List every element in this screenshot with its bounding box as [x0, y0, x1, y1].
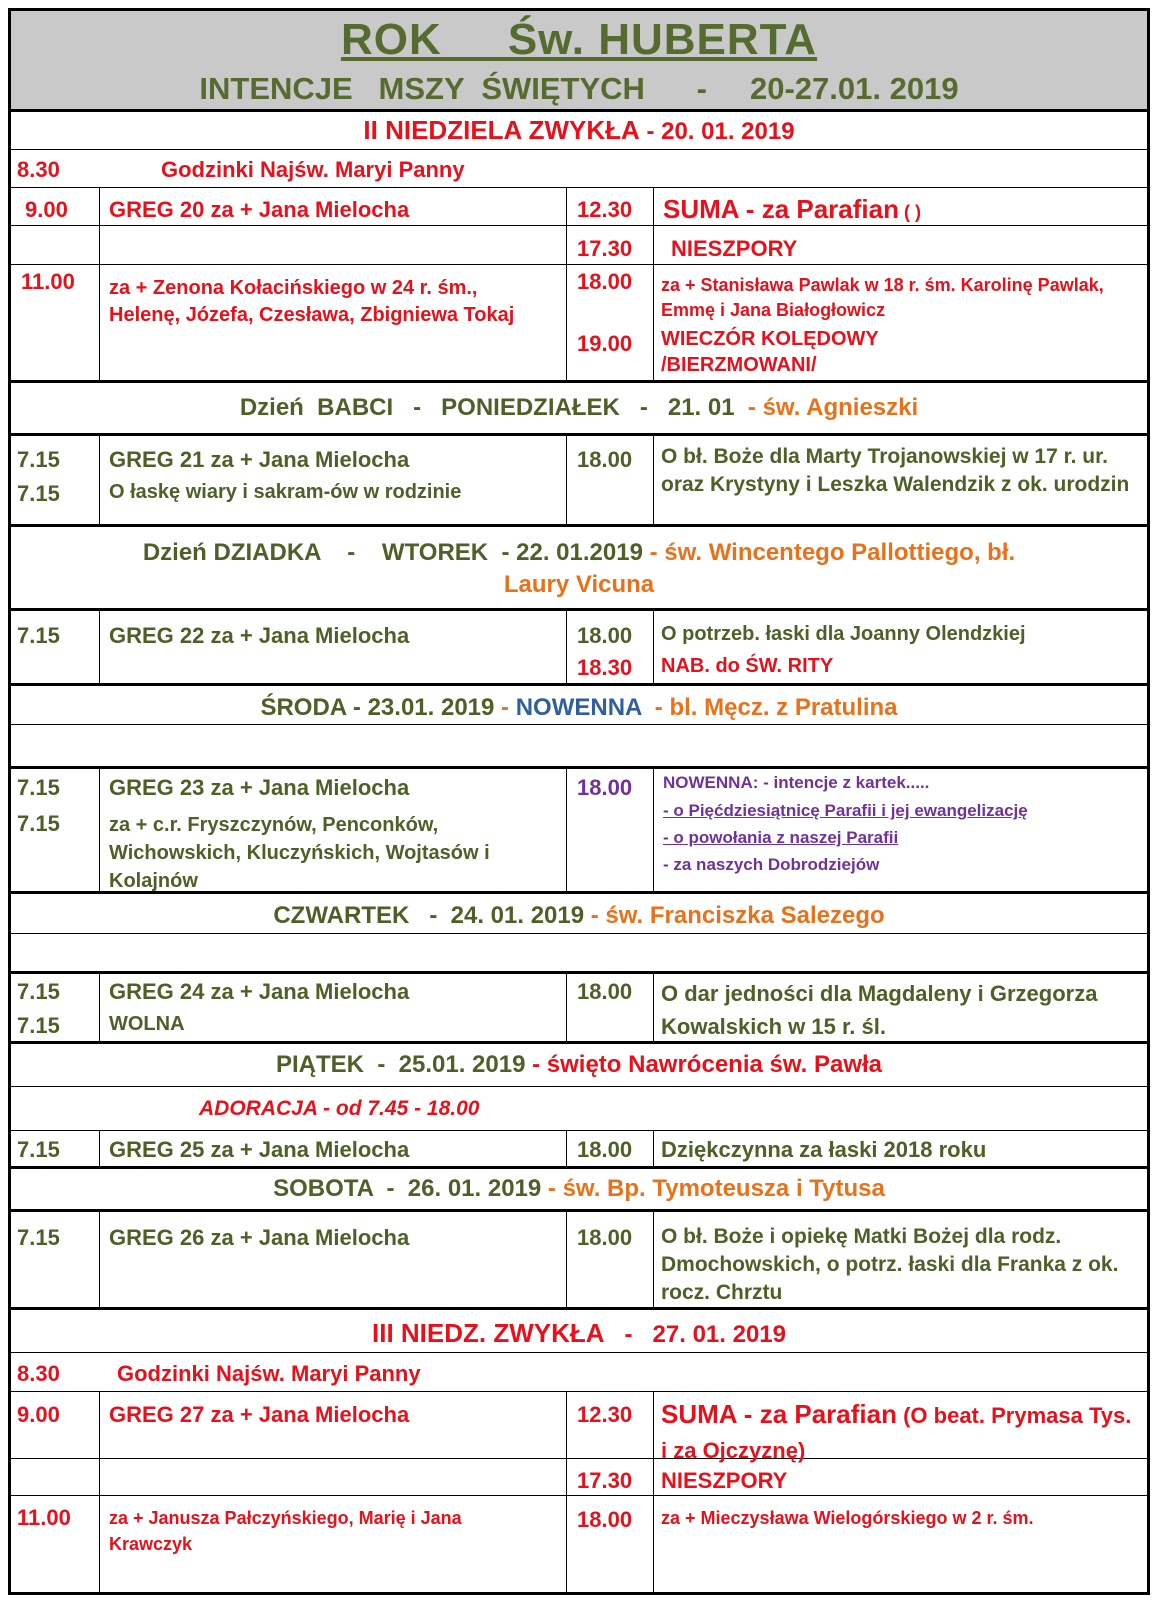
mass-intention: GREG 20 za + Jana Mielocha — [109, 197, 410, 222]
day-heading: ŚRODA - 23.01. 2019 - NOWENNA - bl. Męcz. z Pratulina — [260, 694, 898, 721]
day-heading: III NIEDZ. ZWYKŁA - 27. 01. 2019 — [372, 1318, 786, 1348]
mass-intention: GREG 23 za + Jana Mielocha — [109, 775, 410, 800]
divider — [566, 1212, 567, 1307]
mass-time: 18.00 — [577, 623, 633, 648]
day-heading — [11, 116, 1147, 146]
mass-time: 18.00 — [577, 1137, 633, 1162]
mass-time: 18.00 — [577, 1507, 633, 1532]
day-name: II NIEDZIELA ZWYKŁA — [363, 115, 640, 145]
header-banner — [11, 11, 1147, 109]
divider — [11, 1495, 1147, 1496]
novena-link[interactable]: - o powołania z naszej Parafii — [663, 828, 899, 847]
divider — [653, 974, 654, 1041]
divider — [99, 1391, 100, 1592]
adoration-note: ADORACJA - od 7.45 - 18.00 — [199, 1097, 480, 1120]
mass-intention: Dziękczynna za łaski 2018 roku — [661, 1137, 987, 1162]
divider — [11, 380, 1147, 383]
divider — [11, 524, 1147, 527]
mass-time: 7.15 — [17, 775, 60, 800]
divider — [566, 611, 567, 683]
mass-time: 7.15 — [17, 979, 60, 1004]
mass-time: 18.00 — [577, 1225, 633, 1250]
mass-time: 12.30 — [577, 1402, 633, 1427]
day-heading: Dzień BABCI - PONIEDZIAŁEK - 21. 01 - św. Agnieszki — [239, 394, 919, 421]
mass-intention: za + Zenona Kołacińskiego w 24 r. śm., Helenę, Józefa, Czesława, Zbigniewa Tokaj — [109, 277, 515, 326]
divider — [99, 1130, 100, 1166]
mass-intention: za + c.r. Fryszczynów, Penconków, Wichowskich, Kluczyńskich, Wojtasów i Kolajnów — [109, 814, 490, 892]
mass-time: 12.30 — [577, 197, 633, 222]
mass-time: 7.15 — [17, 811, 60, 836]
mass-time: 18.00 — [577, 447, 633, 472]
mass-intention: GREG 27 za + Jana Mielocha — [109, 1402, 410, 1427]
mass-time: 17.30 — [577, 236, 633, 261]
divider — [11, 933, 1147, 934]
mass-intention: Godzinki Najśw. Maryi Panny — [117, 1361, 421, 1386]
divider — [11, 1307, 1147, 1310]
mass-intention: WIECZÓR KOLĘDOWY /BIERZMOWANI/ — [661, 328, 879, 376]
mass-time: 18.30 — [577, 655, 633, 680]
novena-link[interactable]: - o Pięćdziesiątnicę Parafii i jej ewangelizację — [663, 801, 1028, 820]
mass-time: 7.15 — [17, 1013, 60, 1038]
mass-time: 7.15 — [17, 1137, 60, 1162]
divider — [653, 187, 654, 380]
divider — [11, 264, 1147, 265]
divider — [566, 436, 567, 524]
mass-time: 18.00 — [577, 269, 633, 294]
novena-header: NOWENNA: - intencje z kartek..... — [663, 773, 930, 792]
divider — [11, 1130, 1147, 1131]
mass-time: 19.00 — [577, 331, 633, 356]
divider — [99, 1212, 100, 1307]
divider — [653, 436, 654, 524]
mass-intention: NIESZPORY — [671, 236, 798, 261]
mass-intention: GREG 22 za + Jana Mielocha — [109, 623, 410, 648]
intentions-sheet — [8, 8, 1150, 1595]
mass-intention: GREG 24 za + Jana Mielocha — [109, 979, 410, 1004]
mass-time: 18.00 — [577, 775, 633, 800]
divider — [99, 187, 100, 380]
divider — [566, 1391, 567, 1592]
mass-time: 9.00 — [17, 1402, 60, 1427]
divider — [11, 1391, 1147, 1392]
page-title: ROK Św. HUBERTA — [340, 15, 818, 64]
mass-time: 11.00 — [21, 269, 75, 294]
divider — [11, 683, 1147, 686]
divider — [11, 1166, 1147, 1169]
mass-time: 8.30 — [17, 1361, 60, 1386]
divider — [566, 974, 567, 1041]
divider — [99, 974, 100, 1041]
mass-time: 7.15 — [17, 481, 60, 506]
divider — [653, 611, 654, 683]
divider — [566, 1130, 567, 1166]
divider — [11, 971, 1147, 974]
mass-intention: za + Mieczysława Wielogórskiego w 2 r. śm. — [661, 1508, 1034, 1528]
divider — [99, 436, 100, 524]
novena-item: - za naszych Dobrodziejów — [663, 855, 880, 874]
divider — [11, 109, 1147, 112]
mass-intention: NIESZPORY — [661, 1468, 788, 1493]
mass-time: 17.30 — [577, 1468, 633, 1493]
mass-intention: GREG 26 za + Jana Mielocha — [109, 1225, 410, 1250]
mass-intention: O łaskę wiary i sakram-ów w rodzinie — [109, 481, 462, 503]
mass-intention: GREG 21 za + Jana Mielocha — [109, 447, 410, 472]
day-heading: CZWARTEK - 24. 01. 2019 - św. Franciszka Salezego — [273, 902, 885, 929]
divider — [11, 1209, 1147, 1212]
mass-intention: GREG 25 za + Jana Mielocha — [109, 1137, 410, 1162]
mass-intention: WOLNA — [109, 1013, 185, 1035]
page-subtitle: INTENCJE MSZY ŚWIĘTYCH - 20-27.01. 2019 — [199, 71, 959, 106]
mass-intention: O bł. Boże i opiekę Matki Bożej dla rodz. Dmochowskich, o potrz. łaski dla Franka z ok. rocz. Chrztu — [661, 1225, 1119, 1304]
mass-intention: SUMA - za Parafian (O beat. Prymasa Tys. i za Ojczyznę) — [661, 1399, 1132, 1463]
mass-time: 9.00 — [25, 197, 68, 222]
mass-time: 7.15 — [17, 447, 60, 472]
divider — [11, 433, 1147, 436]
divider — [11, 187, 1147, 188]
day-heading: SOBOTA - 26. 01. 2019 - św. Bp. Tymoteusza i Tytusa — [273, 1175, 885, 1202]
divider — [653, 1391, 654, 1592]
divider — [11, 766, 1147, 769]
mass-time: 18.00 — [577, 979, 633, 1004]
divider — [11, 149, 1147, 150]
divider — [566, 769, 567, 891]
mass-intention: za + Janusza Pałczyńskiego, Marię i Jana Krawczyk — [109, 1508, 462, 1554]
mass-time: 7.15 — [17, 1225, 60, 1250]
mass-intention: O dar jedności dla Magdaleny i Grzegorza Kowalskich w 15 r. śl. — [661, 981, 1098, 1039]
divider — [653, 769, 654, 891]
day-date: - 20. 01. 2019 — [639, 118, 795, 145]
divider — [99, 769, 100, 891]
divider — [11, 225, 1147, 226]
mass-intention: Godzinki Najśw. Maryi Panny — [161, 157, 465, 182]
mass-intention: SUMA - za Parafian ( ) — [663, 194, 921, 224]
divider — [11, 1086, 1147, 1087]
mass-time: 11.00 — [17, 1505, 71, 1530]
mass-intention: za + Stanisława Pawlak w 18 r. śm. Karolinę Pawlak, Emmę i Jana Białogłowicz — [661, 275, 1104, 320]
divider — [11, 724, 1147, 725]
divider — [99, 611, 100, 683]
divider — [653, 1212, 654, 1307]
mass-intention: NAB. do ŚW. RITY — [661, 655, 834, 677]
divider — [653, 1130, 654, 1166]
day-heading: PIĄTEK - 25.01. 2019 - święto Nawrócenia św. Pawła — [275, 1051, 883, 1078]
divider — [11, 1352, 1147, 1353]
mass-intention: O potrzeb. łaski dla Joanny Olendzkiej — [661, 623, 1026, 645]
day-heading: Dzień DZIADKA - WTOREK - 22. 01.2019 - św. Wincentego Pallottiego, bł. Laury Vicuna — [142, 539, 1016, 598]
divider — [566, 187, 567, 380]
divider — [11, 608, 1147, 611]
mass-intention: O bł. Boże dla Marty Trojanowskiej w 17 r. ur. oraz Krystyny i Leszka Walendzik z ok. urodzin — [661, 445, 1130, 496]
mass-time: 8.30 — [17, 157, 60, 182]
mass-time: 7.15 — [17, 623, 60, 648]
